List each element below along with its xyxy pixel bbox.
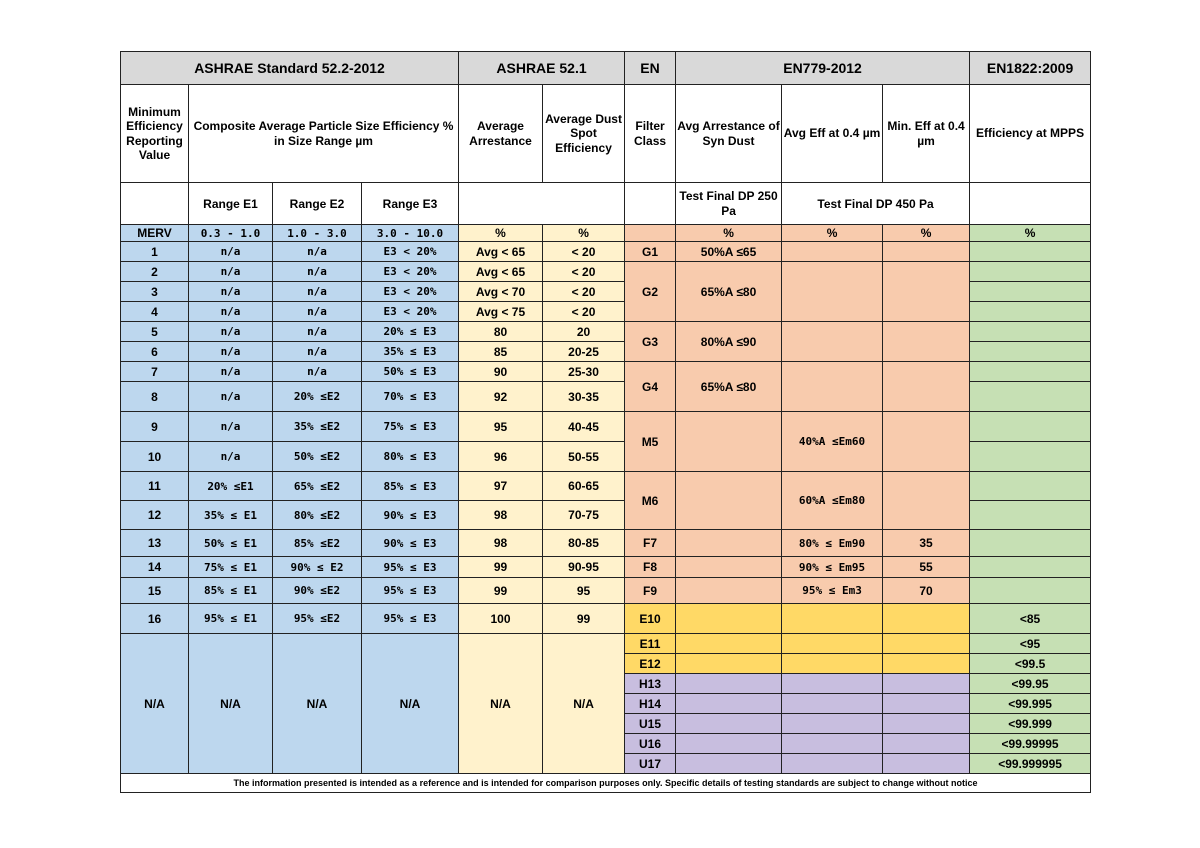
arrestance-cell: Avg < 65 [459, 242, 543, 262]
avg-eff-f7: 80% ≤ Em90 [782, 530, 883, 557]
dust-spot-unit: % [543, 225, 625, 242]
filter-class-e11: E11 [625, 634, 676, 654]
e2-cell: 90% ≤E2 [273, 578, 362, 604]
min-eff-f8: 55 [883, 557, 970, 578]
mpps-cell [970, 578, 1091, 604]
merv-row [121, 362, 1091, 382]
min-eff-header: Min. Eff at 0.4 µm [883, 85, 970, 183]
mpps-cell [970, 442, 1091, 472]
mpps-cell [970, 530, 1091, 557]
merv-row [121, 578, 1091, 604]
e2-cell: 65% ≤E2 [273, 472, 362, 501]
filter-class-u17: U17 [625, 754, 676, 774]
min-eff-h13 [883, 674, 970, 694]
merv-cell: 12 [121, 501, 189, 530]
arrestance-cell: 90 [459, 362, 543, 382]
mpps-h14: <99.995 [970, 694, 1091, 714]
arrestance-cell: 97 [459, 472, 543, 501]
merv-row [121, 322, 1091, 342]
e1-cell: 85% ≤ E1 [189, 578, 273, 604]
merv-row [121, 472, 1091, 501]
avg-eff-h13 [782, 674, 883, 694]
arrestance-cell: Avg < 75 [459, 302, 543, 322]
e1-cell: n/a [189, 322, 273, 342]
dust-spot-cell: 20-25 [543, 342, 625, 362]
e1-cell: 20% ≤E1 [189, 472, 273, 501]
syn-dust-f9 [676, 578, 782, 604]
e1-cell: 50% ≤ E1 [189, 530, 273, 557]
epa-row [121, 634, 1091, 654]
arrestance-cell: 99 [459, 578, 543, 604]
dust-spot-cell: 70-75 [543, 501, 625, 530]
min-eff-g2 [883, 262, 970, 322]
column-description-row [121, 85, 1091, 183]
min-eff-u15 [883, 714, 970, 734]
en-header: EN [625, 52, 676, 85]
e3-cell: E3 < 20% [362, 262, 459, 282]
merv-row [121, 412, 1091, 442]
e3-cell: E3 < 20% [362, 282, 459, 302]
avg-eff-unit: % [782, 225, 883, 242]
merv-row [121, 530, 1091, 557]
avg-eff-g1 [782, 242, 883, 262]
dust-spot-cell: 25-30 [543, 362, 625, 382]
syn-dust-h14 [676, 694, 782, 714]
ashrae-522-header: ASHRAE Standard 52.2-2012 [121, 52, 459, 85]
mpps-e11: <95 [970, 634, 1091, 654]
merv-cell: 15 [121, 578, 189, 604]
avg-eff-f9: 95% ≤ Em3 [782, 578, 883, 604]
min-eff-e10 [883, 604, 970, 634]
mpps-u16: <99.99995 [970, 734, 1091, 754]
syn-dust-e12 [676, 654, 782, 674]
merv-row [121, 557, 1091, 578]
mpps-u15: <99.999 [970, 714, 1091, 734]
merv-cell: 3 [121, 282, 189, 302]
filter-class-e10: E10 [625, 604, 676, 634]
merv-cell: 5 [121, 322, 189, 342]
syn-dust-u16 [676, 734, 782, 754]
syn-dust-e10 [676, 604, 782, 634]
merv-cell: 11 [121, 472, 189, 501]
e1-cell: n/a [189, 302, 273, 322]
filter-class-e12: E12 [625, 654, 676, 674]
avg-eff-e11 [782, 634, 883, 654]
footnote-row [121, 774, 1091, 793]
e1-cell: 35% ≤ E1 [189, 501, 273, 530]
mpps-cell [970, 557, 1091, 578]
arrestance-cell: 98 [459, 501, 543, 530]
filter-class-g4: G4 [625, 362, 676, 412]
mpps-header: Efficiency at MPPS [970, 85, 1091, 183]
filter-class-m5: M5 [625, 412, 676, 472]
units-row [121, 225, 1091, 242]
mpps-e10: <85 [970, 604, 1091, 634]
dust-spot-cell: 99 [543, 604, 625, 634]
e3-cell: 50% ≤ E3 [362, 362, 459, 382]
e3-cell: 90% ≤ E3 [362, 501, 459, 530]
arrestance-cell: 96 [459, 442, 543, 472]
range-e1-label: Range E1 [189, 183, 273, 225]
merv-row [121, 604, 1091, 634]
standards-header-row [121, 52, 1091, 85]
e1-cell: n/a [189, 262, 273, 282]
arrestance-cell: 85 [459, 342, 543, 362]
avg-eff-m5: 40%A ≤Em60 [782, 412, 883, 472]
mpps-cell [970, 382, 1091, 412]
merv-cell: 8 [121, 382, 189, 412]
merv-row [121, 262, 1091, 282]
e3-cell: E3 < 20% [362, 302, 459, 322]
merv-value-header: Minimum Efficiency Reporting Value [121, 85, 189, 183]
e2-cell: n/a [273, 322, 362, 342]
avg-eff-e10 [782, 604, 883, 634]
syn-dust-h13 [676, 674, 782, 694]
merv-row [121, 242, 1091, 262]
filter-class-header: Filter Class [625, 85, 676, 183]
merv-cell: 1 [121, 242, 189, 262]
e2-cell: 85% ≤E2 [273, 530, 362, 557]
min-eff-g1 [883, 242, 970, 262]
avg-eff-m6: 60%A ≤Em80 [782, 472, 883, 530]
avg-eff-g2 [782, 262, 883, 322]
avg-arrestance-header: Average Arrestance [459, 85, 543, 183]
e3-cell: 35% ≤ E3 [362, 342, 459, 362]
merv-cell: 16 [121, 604, 189, 634]
min-eff-g3 [883, 322, 970, 362]
filter-class-m6: M6 [625, 472, 676, 530]
e1-range: 0.3 - 1.0 [189, 225, 273, 242]
avg-eff-g4 [782, 362, 883, 412]
min-eff-h14 [883, 694, 970, 714]
mpps-unit: % [970, 225, 1091, 242]
min-eff-f7: 35 [883, 530, 970, 557]
dust-spot-cell: < 20 [543, 242, 625, 262]
e1-cell: n/a [189, 242, 273, 262]
mpps-cell [970, 342, 1091, 362]
e1-cell: n/a [189, 412, 273, 442]
e3-range: 3.0 - 10.0 [362, 225, 459, 242]
merv-cell: 6 [121, 342, 189, 362]
avg-eff-h14 [782, 694, 883, 714]
arrestance-cell: 92 [459, 382, 543, 412]
filter-class-u15: U15 [625, 714, 676, 734]
e1-cell: 95% ≤ E1 [189, 604, 273, 634]
mpps-u17: <99.999995 [970, 754, 1091, 774]
e3-cell: 80% ≤ E3 [362, 442, 459, 472]
dust-spot-cell: < 20 [543, 302, 625, 322]
syn-dust-g2: 65%A ≤80 [676, 262, 782, 322]
merv-cell: 10 [121, 442, 189, 472]
dust-spot-cell: 95 [543, 578, 625, 604]
avg-eff-u15 [782, 714, 883, 734]
en1822-header: EN1822:2009 [970, 52, 1091, 85]
dp450-label: Test Final DP 450 Pa [782, 183, 970, 225]
merv-cell: 14 [121, 557, 189, 578]
en-range-empty [625, 183, 676, 225]
e3-cell: 95% ≤ E3 [362, 578, 459, 604]
syn-dust-m5 [676, 412, 782, 472]
syn-dust-unit: % [676, 225, 782, 242]
mpps-e12: <99.5 [970, 654, 1091, 674]
merv-cell: 7 [121, 362, 189, 382]
e2-cell: 20% ≤E2 [273, 382, 362, 412]
range-e2-label: Range E2 [273, 183, 362, 225]
syn-dust-g1: 50%A ≤65 [676, 242, 782, 262]
e3-cell: 95% ≤ E3 [362, 604, 459, 634]
mpps-cell [970, 322, 1091, 342]
e1-cell: n/a [189, 362, 273, 382]
dust-spot-cell: 90-95 [543, 557, 625, 578]
syn-dust-g3: 80%A ≤90 [676, 322, 782, 362]
min-eff-e12 [883, 654, 970, 674]
e2-cell: n/a [273, 302, 362, 322]
filter-comparison-table [120, 51, 1091, 793]
dust-spot-header: Average Dust Spot Efficiency [543, 85, 625, 183]
ashrae-521-range-empty [459, 183, 625, 225]
mpps-cell [970, 262, 1091, 282]
filter-class-f9: F9 [625, 578, 676, 604]
e1-cell: n/a [189, 342, 273, 362]
min-eff-e11 [883, 634, 970, 654]
mpps-g1 [970, 242, 1091, 262]
dust-spot-cell: 80-85 [543, 530, 625, 557]
syn-dust-header: Avg Arrestance of Syn Dust [676, 85, 782, 183]
merv-na: N/A [121, 634, 189, 774]
dust-spot-cell: < 20 [543, 262, 625, 282]
dust-spot-cell: 50-55 [543, 442, 625, 472]
arrestance-cell: 95 [459, 412, 543, 442]
mpps-cell [970, 412, 1091, 442]
e2-cell: n/a [273, 242, 362, 262]
merv-label: MERV [121, 225, 189, 242]
dust-spot-cell: 60-65 [543, 472, 625, 501]
range-empty-cell [121, 183, 189, 225]
mpps-cell [970, 302, 1091, 322]
e1-cell: n/a [189, 382, 273, 412]
e2-cell: n/a [273, 362, 362, 382]
arrestance-cell: Avg < 70 [459, 282, 543, 302]
e2-cell: n/a [273, 342, 362, 362]
avg-eff-u17 [782, 754, 883, 774]
dust-spot-cell: 40-45 [543, 412, 625, 442]
min-eff-m5 [883, 412, 970, 472]
filter-class-g2: G2 [625, 262, 676, 322]
avg-eff-f8: 90% ≤ Em95 [782, 557, 883, 578]
composite-efficiency-header: Composite Average Particle Size Efficiency % in Size Range µm [189, 85, 459, 183]
mpps-cell [970, 282, 1091, 302]
avg-eff-u16 [782, 734, 883, 754]
e2-cell: 50% ≤E2 [273, 442, 362, 472]
mpps-range-empty [970, 183, 1091, 225]
e3-cell: 95% ≤ E3 [362, 557, 459, 578]
e3-cell: 20% ≤ E3 [362, 322, 459, 342]
merv-cell: 2 [121, 262, 189, 282]
dust-spot-cell: < 20 [543, 282, 625, 302]
syn-dust-m6 [676, 472, 782, 530]
mpps-h13: <99.95 [970, 674, 1091, 694]
min-eff-f9: 70 [883, 578, 970, 604]
syn-dust-e11 [676, 634, 782, 654]
e2-na: N/A [273, 634, 362, 774]
footnote: The information presented is intended as a reference and is intended for comparison purposes only. Specific details of testing standards are subject to change without notice [121, 774, 1091, 793]
dust-spot-cell: 20 [543, 322, 625, 342]
e2-range: 1.0 - 3.0 [273, 225, 362, 242]
range-row [121, 183, 1091, 225]
e3-cell: 75% ≤ E3 [362, 412, 459, 442]
en779-header: EN779-2012 [676, 52, 970, 85]
syn-dust-u17 [676, 754, 782, 774]
mpps-cell [970, 362, 1091, 382]
range-e3-label: Range E3 [362, 183, 459, 225]
dust-spot-na: N/A [543, 634, 625, 774]
arrestance-cell: Avg < 65 [459, 262, 543, 282]
e3-cell: 85% ≤ E3 [362, 472, 459, 501]
min-eff-m6 [883, 472, 970, 530]
syn-dust-g4: 65%A ≤80 [676, 362, 782, 412]
e2-cell: n/a [273, 262, 362, 282]
syn-dust-f8 [676, 557, 782, 578]
arrestance-cell: 98 [459, 530, 543, 557]
merv-cell: 4 [121, 302, 189, 322]
mpps-cell [970, 472, 1091, 501]
avg-eff-header: Avg Eff at 0.4 µm [782, 85, 883, 183]
arrestance-cell: 100 [459, 604, 543, 634]
filter-class-g1: G1 [625, 242, 676, 262]
filter-class-h14: H14 [625, 694, 676, 714]
e1-na: N/A [189, 634, 273, 774]
e3-na: N/A [362, 634, 459, 774]
merv-cell: 9 [121, 412, 189, 442]
min-eff-u17 [883, 754, 970, 774]
e3-cell: 70% ≤ E3 [362, 382, 459, 412]
min-eff-unit: % [883, 225, 970, 242]
arrestance-cell: 80 [459, 322, 543, 342]
arrestance-cell: 99 [459, 557, 543, 578]
e1-cell: 75% ≤ E1 [189, 557, 273, 578]
min-eff-u16 [883, 734, 970, 754]
mpps-cell [970, 501, 1091, 530]
filter-class-h13: H13 [625, 674, 676, 694]
e3-cell: 90% ≤ E3 [362, 530, 459, 557]
e2-cell: 35% ≤E2 [273, 412, 362, 442]
filter-class-unit-empty [625, 225, 676, 242]
merv-cell: 13 [121, 530, 189, 557]
arrestance-unit: % [459, 225, 543, 242]
filter-class-f8: F8 [625, 557, 676, 578]
e1-cell: n/a [189, 282, 273, 302]
dp250-label: Test Final DP 250 Pa [676, 183, 782, 225]
syn-dust-u15 [676, 714, 782, 734]
e3-cell: E3 < 20% [362, 242, 459, 262]
avg-eff-g3 [782, 322, 883, 362]
filter-class-g3: G3 [625, 322, 676, 362]
e2-cell: 80% ≤E2 [273, 501, 362, 530]
avg-eff-e12 [782, 654, 883, 674]
filter-class-u16: U16 [625, 734, 676, 754]
ashrae-521-header: ASHRAE 52.1 [459, 52, 625, 85]
syn-dust-f7 [676, 530, 782, 557]
arrestance-na: N/A [459, 634, 543, 774]
e2-cell: 95% ≤E2 [273, 604, 362, 634]
e2-cell: n/a [273, 282, 362, 302]
min-eff-g4 [883, 362, 970, 412]
e2-cell: 90% ≤ E2 [273, 557, 362, 578]
filter-class-f7: F7 [625, 530, 676, 557]
dust-spot-cell: 30-35 [543, 382, 625, 412]
e1-cell: n/a [189, 442, 273, 472]
